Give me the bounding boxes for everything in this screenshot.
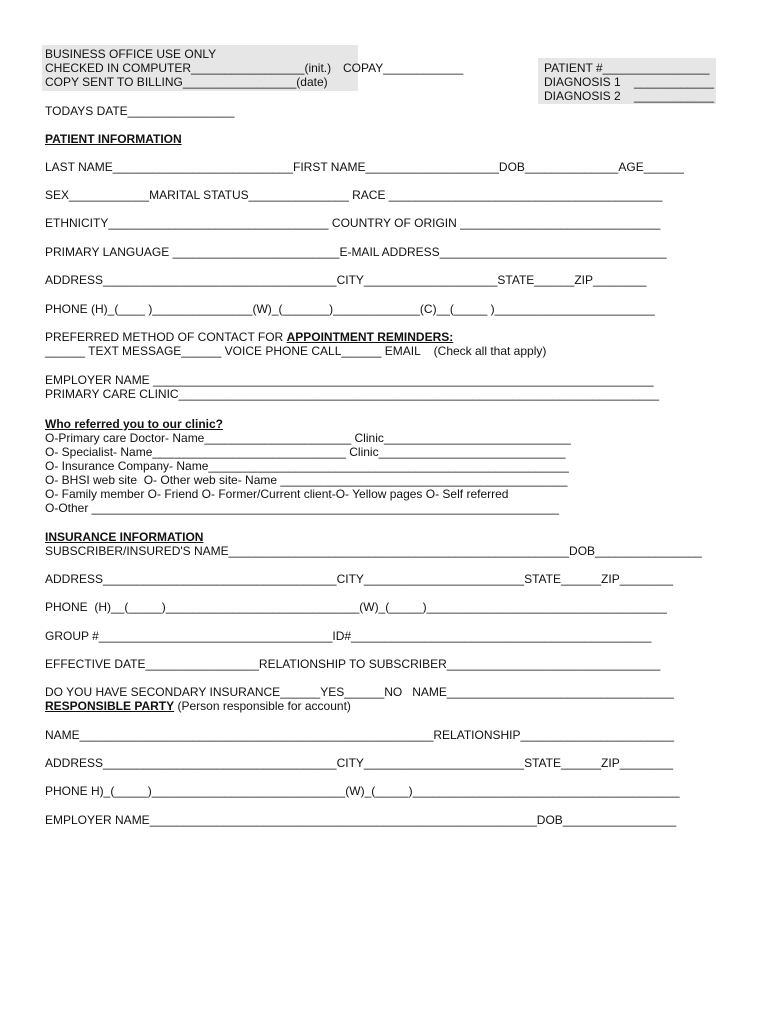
responsible-employer-row[interactable]: EMPLOYER NAME__________________________________________________________DOB_________________ [45,813,677,827]
effective-date-row[interactable]: EFFECTIVE DATE_________________RELATIONSHIP TO SUBSCRIBER________________________________ [45,657,661,671]
referral-website[interactable]: O- BHSI web site O- Other web site- Name ___________________________________________ [45,473,568,487]
referral-specialist[interactable]: O- Specialist- Name_____________________________ Clinic____________________________ [45,445,566,459]
copay-field[interactable]: COPAY____________ [343,61,464,75]
patient-name-row[interactable]: LAST NAME___________________________FIRST NAME____________________DOB______________AGE______ [45,160,684,174]
patient-number-field[interactable]: PATIENT #________________ [544,61,710,75]
responsible-party-note: (Person responsible for account) [174,699,351,713]
referral-heading: Who referred you to our clinic? [45,417,224,431]
sex-marital-race-row[interactable]: SEX____________MARITAL STATUS_______________ RACE _________________________________________ [45,188,663,202]
diagnosis-2-field[interactable]: DIAGNOSIS 2 ____________ [544,89,715,103]
responsible-phone-row[interactable]: PHONE H)_(_____)_____________________________(W)_(_____)________________________________________ [45,784,680,798]
responsible-party-heading [45,699,351,713]
patient-info-heading: PATIENT INFORMATION [45,132,182,146]
contact-preference-heading [45,330,453,344]
employer-name-row[interactable]: EMPLOYER NAME ___________________________________________________________________________ [45,373,654,387]
responsible-party-title: RESPONSIBLE PARTY [45,699,175,713]
contact-method-options[interactable]: ______ TEXT MESSAGE______ VOICE PHONE CALL______ EMAIL (Check all that apply) [45,344,547,358]
primary-care-clinic-row[interactable]: PRIMARY CARE CLINIC________________________________________________________________________ [45,387,660,401]
referral-family-friend[interactable]: O- Family member O- Friend O- Former/Current client-O- Yellow pages O- Self referred [45,487,509,501]
checked-in-computer-field[interactable]: CHECKED IN COMPUTER_________________(init.) [45,61,332,75]
ethnicity-country-row[interactable]: ETHNICITY_________________________________ COUNTRY OF ORIGIN ______________________________ [45,216,661,230]
insurance-phone-row[interactable]: PHONE (H)__(_____)_____________________________(W)_(_____)____________________________________ [45,600,667,614]
insurance-address-row[interactable]: ADDRESS___________________________________CITY________________________STATE______ZIP________ [45,572,674,586]
patient-phone-row[interactable]: PHONE (H)_(____ )_______________(W)_(_______)_____________(C)__(_____ )________________________ [45,302,655,316]
insurance-heading: INSURANCE INFORMATION [45,530,204,544]
todays-date-field[interactable]: TODAYS DATE________________ [45,104,235,118]
appointment-reminders-label: APPOINTMENT REMINDERS: [286,330,454,344]
diagnosis-1-field[interactable]: DIAGNOSIS 1 ____________ [544,75,715,89]
group-id-row[interactable]: GROUP #___________________________________ID#_____________________________________________ [45,629,652,643]
office-use-title: BUSINESS OFFICE USE ONLY [45,47,217,61]
referral-other[interactable]: O-Other ______________________________________________________________________ [45,501,559,515]
contact-preference-text: PREFERRED METHOD OF CONTACT FOR [45,330,287,344]
secondary-insurance-row[interactable]: DO YOU HAVE SECONDARY INSURANCE______YES______NO NAME__________________________________ [45,685,674,699]
copy-sent-billing-field[interactable]: COPY SENT TO BILLING_________________(date) [45,75,328,89]
referral-insurance[interactable]: O- Insurance Company- Name______________________________________________________ [45,459,569,473]
referral-primary-care[interactable]: O-Primary care Doctor- Name______________________ Clinic____________________________ [45,431,571,445]
patient-address-row[interactable]: ADDRESS___________________________________CITY____________________STATE______ZIP________ [45,273,647,287]
language-email-row[interactable]: PRIMARY LANGUAGE _________________________E-MAIL ADDRESS__________________________________ [45,245,667,259]
responsible-address-row[interactable]: ADDRESS___________________________________CITY________________________STATE______ZIP________ [45,756,674,770]
responsible-name-row[interactable]: NAME_____________________________________________________RELATIONSHIP_______________________ [45,728,675,742]
subscriber-name-row[interactable]: SUBSCRIBER/INSURED'S NAME___________________________________________________DOB________________ [45,544,702,558]
